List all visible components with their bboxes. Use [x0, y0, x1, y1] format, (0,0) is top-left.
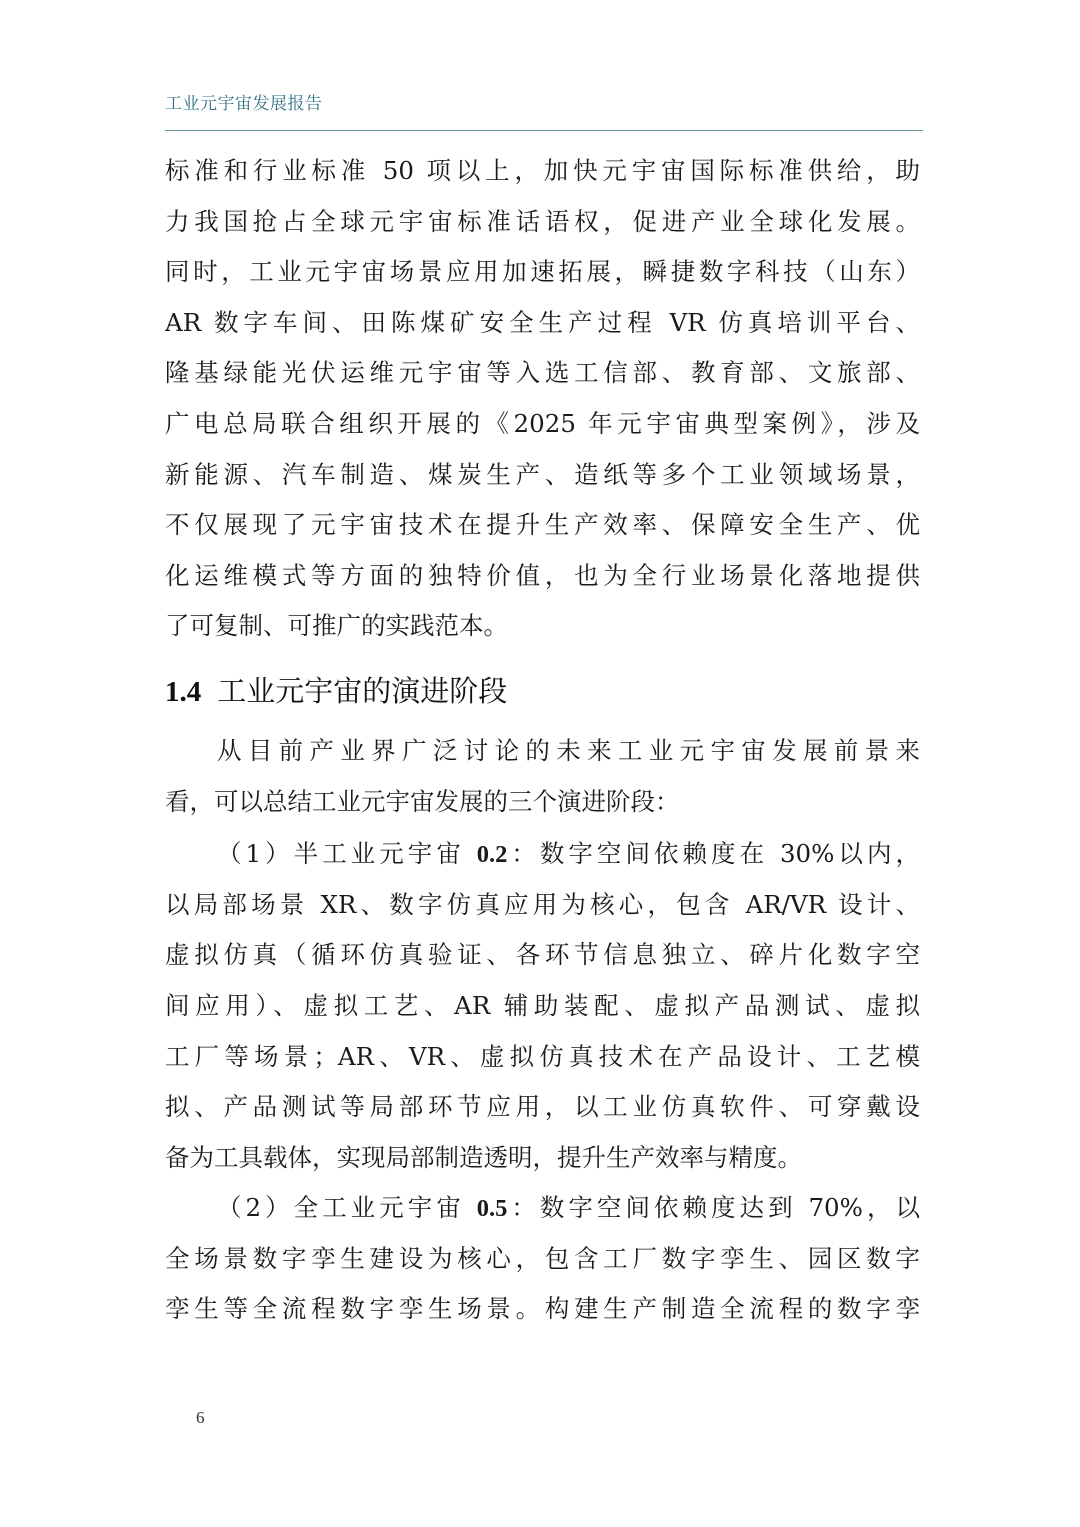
body-line: 化运维模式等方面的独特价值，也为全行业场景化落地提供: [165, 560, 920, 590]
body-line: 广电总局联合组织开展的《2025 年元宇宙典型案例》，涉及: [165, 408, 920, 438]
stage-2-lead-line: [165, 1183, 920, 1234]
body-line: 新能源、汽车制造、煤炭生产、造纸等多个工业领域场景，: [165, 459, 920, 489]
intro-line: 从目前产业界广泛讨论的未来工业元宇宙发展前景来: [217, 735, 920, 765]
stage-1-line: 拟、产品测试等局部环节应用，以工业仿真软件、可穿戴设: [165, 1092, 920, 1122]
body-line: 不仅展现了元宇宙技术在提升生产效率、保障安全生产、优: [165, 510, 920, 540]
stage-1-line: 工厂等场景；AR、VR、虚拟仿真技术在产品设计、工艺模: [165, 1041, 920, 1071]
stage-2-line: 孪生等全流程数字孪生场景。构建生产制造全流程的数字孪: [165, 1294, 920, 1324]
stage-1-line: 备为工具载体，实现局部制造透明，提升生产效率与精度。: [165, 1142, 802, 1172]
header-title: 工业元宇宙发展报告: [165, 94, 323, 114]
section-heading: [165, 656, 920, 726]
section-number: 1.4: [165, 675, 202, 708]
intro-line: 看，可以总结工业元宇宙发展的三个演进阶段：: [165, 786, 680, 816]
body-line: AR 数字车间、田陈煤矿安全生产过程 VR 仿真培训平台、: [165, 307, 920, 337]
stage-2-line: 全场景数字孪生建设为核心，包含工厂数字孪生、园区数字: [165, 1243, 920, 1273]
stage-2-version: 0.5: [476, 1195, 508, 1223]
stage-2-prefix: （2）全工业元宇宙: [217, 1193, 477, 1223]
page-header: [165, 94, 923, 131]
stage-1-line: 虚拟仿真（循环仿真验证、各环节信息独立、碎片化数字空: [165, 940, 920, 970]
section-title: 工业元宇宙的演进阶段: [217, 673, 508, 708]
stage-2-suffix: ：数字空间依赖度达到 70%，以: [507, 1193, 920, 1223]
stage-1-line: 间应用）、虚拟工艺、AR 辅助装配、虚拟产品测试、虚拟: [165, 990, 920, 1020]
body-line: 同时，工业元宇宙场景应用加速拓展，瞬捷数字科技（山东）: [165, 257, 920, 287]
document-body: [165, 146, 920, 1335]
stage-1-version: 0.2: [476, 841, 508, 869]
stage-1-prefix: （1）半工业元宇宙: [217, 839, 477, 869]
body-line: 力我国抢占全球元宇宙标准话语权，促进产业全球化发展。: [165, 206, 920, 236]
body-line: 标准和行业标准 50 项以上，加快元宇宙国际标准供给，助: [165, 156, 920, 185]
body-line: 了可复制、可推广的实践范本。: [165, 611, 508, 641]
body-line: 隆基绿能光伏运维元宇宙等入选工信部、教育部、文旅部、: [165, 358, 920, 388]
page-number: 6: [196, 1408, 205, 1427]
stage-1-line: 以局部场景 XR、数字仿真应用为核心，包含 AR/VR 设计、: [165, 889, 920, 919]
stage-1-lead-line: [165, 829, 920, 880]
stage-1-suffix: ：数字空间依赖度在 30%以内，: [507, 839, 920, 869]
